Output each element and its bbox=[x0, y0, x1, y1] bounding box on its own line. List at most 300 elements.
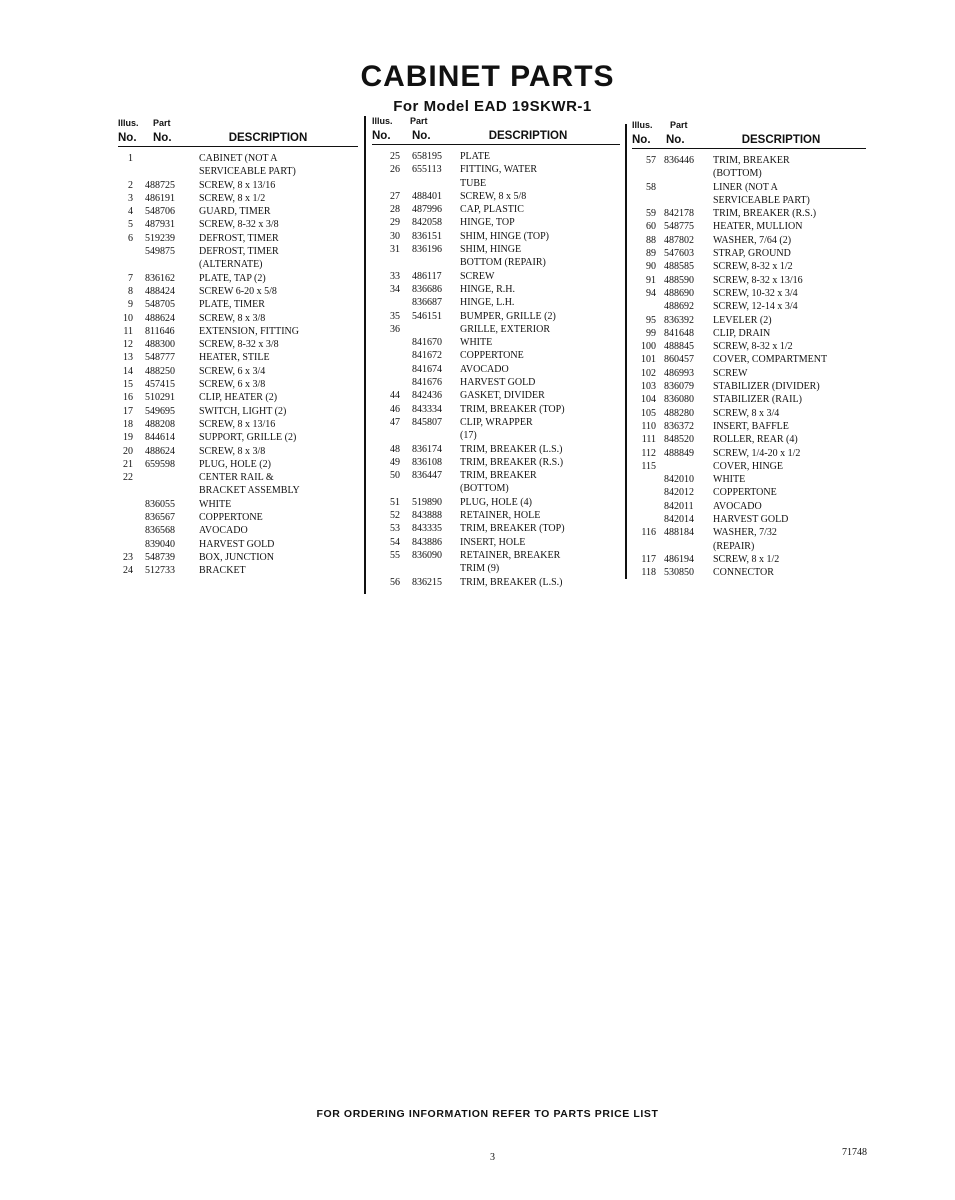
parts-row bbox=[632, 340, 866, 353]
column-header bbox=[118, 130, 358, 147]
parts-row bbox=[118, 245, 358, 258]
illus-number: 90 bbox=[646, 261, 656, 273]
part-description: TRIM, BREAKER bbox=[460, 470, 537, 482]
illus-number: 33 bbox=[390, 270, 400, 282]
illus-number bbox=[118, 484, 133, 497]
parts-row bbox=[632, 167, 866, 180]
part-description: SHIM, HINGE bbox=[460, 244, 522, 256]
part-number: 549875 bbox=[145, 246, 175, 258]
part-number: 836162 bbox=[145, 272, 175, 284]
part-description: TRIM, BREAKER (L.S.) bbox=[460, 576, 563, 588]
part-number bbox=[133, 152, 199, 165]
parts-row bbox=[118, 312, 358, 325]
parts-row bbox=[632, 287, 866, 300]
part-number: 842014 bbox=[664, 514, 694, 526]
parts-row bbox=[632, 327, 866, 340]
illus-number: 18 bbox=[123, 418, 133, 430]
illus-number: 2 bbox=[128, 179, 133, 191]
part-number: 836174 bbox=[412, 443, 442, 455]
column-divider bbox=[364, 116, 366, 594]
parts-row bbox=[632, 154, 866, 167]
parts-row bbox=[372, 496, 620, 509]
part-number: 488250 bbox=[145, 365, 175, 377]
part-number bbox=[656, 460, 713, 473]
header-illus: Illus. bbox=[632, 120, 653, 130]
parts-row bbox=[118, 179, 358, 192]
part-description: TRIM, BREAKER (R.S.) bbox=[460, 456, 564, 468]
parts-row bbox=[632, 407, 866, 420]
illus-number: 58 bbox=[646, 181, 656, 193]
header-illus: Illus. bbox=[372, 116, 393, 126]
illus-number: 24 bbox=[123, 565, 133, 577]
part-description: SCREW, 8 x 5/8 bbox=[460, 190, 527, 202]
part-number: 841674 bbox=[412, 363, 442, 375]
illus-number: 49 bbox=[390, 456, 400, 468]
part-description: STABILIZER (RAIL) bbox=[713, 394, 802, 406]
illus-number bbox=[372, 177, 400, 190]
parts-row bbox=[372, 562, 620, 575]
parts-row bbox=[632, 220, 866, 233]
illus-number bbox=[372, 296, 400, 309]
part-description: HARVEST GOLD bbox=[460, 377, 536, 389]
parts-row bbox=[632, 486, 866, 499]
parts-row bbox=[118, 391, 358, 404]
parts-row bbox=[632, 460, 866, 473]
parts-row bbox=[372, 509, 620, 522]
illus-number: 30 bbox=[390, 230, 400, 242]
illus-number bbox=[372, 429, 400, 442]
parts-row bbox=[632, 420, 866, 433]
parts-row bbox=[372, 363, 620, 376]
illus-number: 1 bbox=[128, 153, 133, 164]
part-number: 487931 bbox=[145, 219, 175, 231]
illus-number bbox=[118, 165, 133, 178]
parts-row bbox=[372, 323, 620, 336]
header-description: DESCRIPTION bbox=[741, 134, 821, 146]
part-description: AVOCADO bbox=[713, 500, 762, 512]
parts-row bbox=[372, 429, 620, 442]
part-description: CAP, PLASTIC bbox=[460, 204, 524, 216]
part-number: 843334 bbox=[412, 403, 442, 415]
part-description: HINGE, TOP bbox=[460, 217, 515, 229]
illus-number: 13 bbox=[123, 352, 133, 364]
part-description: TRIM, BREAKER (R.S.) bbox=[713, 208, 817, 220]
parts-row bbox=[372, 549, 620, 562]
parts-row bbox=[632, 433, 866, 446]
parts-row bbox=[372, 376, 620, 389]
illus-number: 20 bbox=[123, 445, 133, 457]
part-number: 842058 bbox=[412, 217, 442, 229]
column-header-top bbox=[372, 114, 620, 128]
part-description: SCREW, 8 x 13/16 bbox=[199, 179, 276, 191]
parts-row bbox=[118, 405, 358, 418]
parts-row bbox=[118, 498, 358, 511]
part-number: 836567 bbox=[145, 512, 175, 524]
parts-list bbox=[118, 152, 358, 578]
part-number: 488280 bbox=[664, 407, 694, 419]
parts-row bbox=[372, 283, 620, 296]
part-number: 841672 bbox=[412, 350, 442, 362]
illus-number bbox=[632, 500, 656, 513]
illus-number bbox=[632, 486, 656, 499]
illus-number: 111 bbox=[641, 434, 656, 446]
illus-number: 94 bbox=[646, 287, 656, 299]
part-number bbox=[400, 482, 460, 495]
parts-row bbox=[118, 378, 358, 391]
part-description: HARVEST GOLD bbox=[199, 538, 275, 550]
illus-number: 8 bbox=[128, 285, 133, 297]
parts-row bbox=[372, 256, 620, 269]
parts-list bbox=[372, 150, 620, 589]
column-header-top bbox=[118, 116, 358, 130]
part-number: 488208 bbox=[145, 418, 175, 430]
part-number: 845807 bbox=[412, 416, 442, 428]
part-description: TRIM (9) bbox=[460, 563, 500, 575]
illus-number: 102 bbox=[641, 367, 656, 379]
illus-number: 26 bbox=[390, 164, 400, 176]
parts-row bbox=[632, 234, 866, 247]
part-number: 842011 bbox=[664, 500, 694, 512]
part-description: STABILIZER (DIVIDER) bbox=[713, 381, 820, 393]
part-description: GRILLE, EXTERIOR bbox=[460, 323, 550, 335]
part-number bbox=[133, 471, 199, 484]
parts-row bbox=[372, 482, 620, 495]
illus-number: 11 bbox=[123, 325, 133, 337]
part-number: 836447 bbox=[412, 470, 442, 482]
page-number: 3 bbox=[490, 1152, 495, 1163]
header-no: No. bbox=[632, 134, 651, 146]
parts-row bbox=[632, 447, 866, 460]
parts-row bbox=[372, 216, 620, 229]
parts-row bbox=[372, 389, 620, 402]
illus-number: 59 bbox=[646, 208, 656, 220]
parts-row bbox=[118, 258, 358, 271]
part-number: 836568 bbox=[145, 525, 175, 537]
parts-list bbox=[632, 154, 866, 580]
parts-row bbox=[632, 513, 866, 526]
part-description: (17) bbox=[460, 430, 477, 442]
part-description: SCREW, 1/4-20 x 1/2 bbox=[713, 447, 801, 459]
model-subtitle: For Model EAD 19SKWR-1 bbox=[393, 98, 592, 115]
parts-row bbox=[118, 538, 358, 551]
illus-number: 60 bbox=[646, 221, 656, 233]
part-number: 836446 bbox=[664, 155, 694, 166]
illus-number: 51 bbox=[390, 496, 400, 508]
part-number: 530850 bbox=[664, 567, 694, 579]
parts-row bbox=[632, 247, 866, 260]
part-description: WHITE bbox=[713, 474, 746, 486]
column-divider bbox=[625, 124, 627, 579]
part-number bbox=[400, 256, 460, 269]
part-number: 836196 bbox=[412, 244, 442, 256]
illus-number: 35 bbox=[390, 310, 400, 322]
parts-row bbox=[372, 296, 620, 309]
part-number bbox=[400, 177, 460, 190]
parts-row bbox=[118, 564, 358, 577]
header-part: Part bbox=[410, 116, 428, 126]
part-description: (BOTTOM) bbox=[713, 168, 762, 180]
parts-row bbox=[632, 500, 866, 513]
illus-number: 36 bbox=[390, 323, 400, 335]
part-description: SCREW, 8 x 13/16 bbox=[199, 418, 276, 430]
parts-row bbox=[118, 351, 358, 364]
part-description: TUBE bbox=[460, 177, 487, 189]
part-description: SCREW, 12-14 x 3/4 bbox=[713, 301, 798, 313]
part-description: SCREW 6-20 x 5/8 bbox=[199, 285, 277, 297]
part-description: DEFROST, TIMER bbox=[199, 246, 279, 258]
part-number: 510291 bbox=[145, 392, 175, 404]
part-number: 842436 bbox=[412, 390, 442, 402]
part-number bbox=[400, 429, 460, 442]
part-description: HINGE, L.H. bbox=[460, 297, 515, 309]
part-number: 549695 bbox=[145, 405, 175, 417]
part-number: 842012 bbox=[664, 487, 694, 499]
illus-number bbox=[118, 524, 133, 537]
parts-row bbox=[632, 393, 866, 406]
parts-row bbox=[372, 310, 620, 323]
illus-number bbox=[118, 498, 133, 511]
illus-number bbox=[372, 336, 400, 349]
document-number: 71748 bbox=[842, 1147, 867, 1158]
parts-row bbox=[118, 471, 358, 484]
part-description: PLUG, HOLE (2) bbox=[199, 458, 271, 470]
illus-number: 50 bbox=[390, 470, 400, 482]
illus-number bbox=[118, 258, 133, 271]
parts-row bbox=[372, 576, 620, 589]
part-description: CLIP, HEATER (2) bbox=[199, 392, 278, 404]
part-number: 488692 bbox=[664, 301, 694, 313]
illus-number bbox=[118, 245, 133, 258]
illus-number bbox=[372, 482, 400, 495]
part-description: SCREW, 8-32 x 3/8 bbox=[199, 339, 279, 351]
part-description: COVER, HINGE bbox=[713, 460, 783, 472]
header-no: No. bbox=[118, 132, 137, 144]
illus-number: 48 bbox=[390, 443, 400, 455]
part-description: CLIP, WRAPPER bbox=[460, 416, 533, 428]
illus-number: 47 bbox=[390, 416, 400, 428]
part-number: 488401 bbox=[412, 190, 442, 202]
part-description: CONNECTOR bbox=[713, 567, 774, 579]
part-number: 836686 bbox=[412, 283, 442, 295]
part-number: 843886 bbox=[412, 536, 442, 548]
part-number: 839040 bbox=[145, 538, 175, 550]
parts-row bbox=[118, 431, 358, 444]
part-description: AVOCADO bbox=[460, 363, 509, 375]
part-description: BOTTOM (REPAIR) bbox=[460, 257, 546, 269]
part-description: HEATER, STILE bbox=[199, 352, 270, 364]
parts-row bbox=[632, 353, 866, 366]
parts-column-1 bbox=[118, 116, 358, 578]
part-description: SHIM, HINGE (TOP) bbox=[460, 230, 549, 242]
part-number: 548739 bbox=[145, 551, 175, 563]
parts-row bbox=[372, 203, 620, 216]
part-description: (BOTTOM) bbox=[460, 483, 509, 495]
part-description: SERVICEABLE PART) bbox=[199, 166, 296, 178]
part-number: 548777 bbox=[145, 352, 175, 364]
part-description: BRACKET bbox=[199, 565, 246, 577]
illus-number: 4 bbox=[128, 206, 133, 218]
illus-number bbox=[118, 538, 133, 551]
part-number: 488590 bbox=[664, 274, 694, 286]
illus-number bbox=[372, 562, 400, 575]
illus-number: 105 bbox=[641, 407, 656, 419]
part-number: 659598 bbox=[145, 458, 175, 470]
parts-row bbox=[372, 443, 620, 456]
parts-row bbox=[632, 380, 866, 393]
part-description: INSERT, HOLE bbox=[460, 536, 526, 548]
illus-number bbox=[372, 349, 400, 362]
parts-row bbox=[118, 298, 358, 311]
part-description: HARVEST GOLD bbox=[713, 514, 789, 526]
header-part: Part bbox=[670, 120, 688, 130]
illus-number: 91 bbox=[646, 274, 656, 286]
part-number bbox=[656, 540, 713, 553]
part-number bbox=[400, 323, 460, 336]
part-description: SCREW, 6 x 3/8 bbox=[199, 379, 266, 391]
part-number: 488624 bbox=[145, 445, 175, 457]
part-number: 488585 bbox=[664, 261, 694, 273]
part-number: 488624 bbox=[145, 312, 175, 324]
part-description: CLIP, DRAIN bbox=[713, 327, 771, 339]
parts-row bbox=[118, 232, 358, 245]
header-no: No. bbox=[372, 130, 391, 142]
illus-number: 55 bbox=[390, 549, 400, 561]
part-description: SCREW, 8-32 x 1/2 bbox=[713, 341, 793, 353]
parts-row bbox=[632, 300, 866, 313]
illus-number: 31 bbox=[390, 244, 400, 256]
part-number: 843888 bbox=[412, 510, 442, 522]
parts-row bbox=[632, 274, 866, 287]
parts-row bbox=[632, 526, 866, 539]
parts-row bbox=[118, 152, 358, 165]
header-no: No. bbox=[153, 132, 172, 144]
illus-number bbox=[118, 511, 133, 524]
header-description: DESCRIPTION bbox=[228, 132, 308, 144]
part-number: 860457 bbox=[664, 354, 694, 366]
part-description: RETAINER, BREAKER bbox=[460, 549, 561, 561]
part-number: 836392 bbox=[664, 314, 694, 326]
column-header-top bbox=[632, 118, 866, 132]
illus-number: 23 bbox=[123, 551, 133, 563]
illus-number bbox=[372, 376, 400, 389]
part-number: 836108 bbox=[412, 456, 442, 468]
part-number: 836372 bbox=[664, 420, 694, 432]
part-number: 488849 bbox=[664, 447, 694, 459]
parts-row bbox=[372, 456, 620, 469]
parts-row bbox=[372, 270, 620, 283]
part-number: 836055 bbox=[145, 498, 175, 510]
part-number: 655113 bbox=[412, 164, 442, 176]
ordering-note: FOR ORDERING INFORMATION REFER TO PARTS PRICE LIST bbox=[316, 1108, 659, 1120]
illus-number bbox=[632, 473, 656, 486]
part-number: 488300 bbox=[145, 339, 175, 351]
illus-number: 116 bbox=[641, 527, 656, 539]
illus-number: 110 bbox=[641, 420, 656, 432]
part-description: SCREW, 8 x 3/4 bbox=[713, 407, 780, 419]
illus-number: 16 bbox=[123, 392, 133, 404]
parts-row bbox=[372, 349, 620, 362]
header-no: No. bbox=[666, 134, 685, 146]
parts-row bbox=[372, 230, 620, 243]
parts-row bbox=[118, 524, 358, 537]
parts-row bbox=[118, 458, 358, 471]
illus-number: 29 bbox=[390, 217, 400, 229]
part-description: HEATER, MULLION bbox=[713, 221, 803, 233]
header-no: No. bbox=[412, 130, 431, 142]
part-number: 841670 bbox=[412, 337, 442, 349]
part-description: BOX, JUNCTION bbox=[199, 551, 274, 563]
page-title: CABINET PARTS bbox=[360, 60, 615, 93]
part-description: PLATE, TIMER bbox=[199, 299, 265, 311]
part-description: SCREW, 8 x 3/8 bbox=[199, 312, 266, 324]
illus-number: 9 bbox=[128, 299, 133, 311]
part-number: 548706 bbox=[145, 206, 175, 218]
illus-number bbox=[632, 513, 656, 526]
part-description: DEFROST, TIMER bbox=[199, 232, 279, 244]
part-number: 488690 bbox=[664, 287, 694, 299]
parts-column-3 bbox=[632, 116, 866, 580]
part-description: CENTER RAIL & bbox=[199, 472, 274, 484]
illus-number: 12 bbox=[123, 339, 133, 351]
illus-number: 10 bbox=[123, 312, 133, 324]
header-description: DESCRIPTION bbox=[488, 130, 568, 142]
parts-row bbox=[372, 150, 620, 163]
parts-row bbox=[372, 243, 620, 256]
illus-number: 57 bbox=[646, 155, 656, 166]
part-description: GUARD, TIMER bbox=[199, 206, 271, 218]
part-description: COVER, COMPARTMENT bbox=[713, 354, 828, 366]
part-description: WASHER, 7/32 bbox=[713, 527, 777, 539]
part-description: INSERT, BAFFLE bbox=[713, 420, 789, 432]
illus-number: 44 bbox=[390, 390, 400, 402]
part-number: 488725 bbox=[145, 179, 175, 191]
illus-number: 112 bbox=[641, 447, 656, 459]
part-description: SCREW bbox=[713, 367, 748, 379]
part-number: 836215 bbox=[412, 576, 442, 588]
illus-number: 3 bbox=[128, 192, 133, 204]
part-description: LINER (NOT A bbox=[713, 181, 778, 193]
part-number: 848520 bbox=[664, 434, 694, 446]
part-description: GASKET, DIVIDER bbox=[460, 390, 545, 402]
illus-number: 101 bbox=[641, 354, 656, 366]
part-description: COPPERTONE bbox=[713, 487, 777, 499]
part-number: 488184 bbox=[664, 527, 694, 539]
illus-number bbox=[372, 256, 400, 269]
part-description: FITTING, WATER bbox=[460, 164, 538, 176]
part-description: BUMPER, GRILLE (2) bbox=[460, 310, 556, 322]
part-description: SCREW, 8-32 x 13/16 bbox=[713, 274, 803, 286]
parts-row bbox=[118, 365, 358, 378]
part-description: SWITCH, LIGHT (2) bbox=[199, 405, 287, 417]
illus-number: 104 bbox=[641, 394, 656, 406]
illus-number bbox=[632, 194, 656, 207]
parts-row bbox=[372, 536, 620, 549]
part-description: SCREW, 8 x 1/2 bbox=[713, 553, 780, 565]
part-description: PLATE, TAP (2) bbox=[199, 272, 266, 284]
illus-number: 54 bbox=[390, 536, 400, 548]
parts-row bbox=[372, 416, 620, 429]
parts-row bbox=[118, 511, 358, 524]
illus-number: 89 bbox=[646, 248, 656, 260]
part-number bbox=[656, 167, 713, 180]
parts-row bbox=[118, 484, 358, 497]
part-description: (REPAIR) bbox=[713, 540, 755, 552]
part-number: 836079 bbox=[664, 381, 694, 393]
parts-row bbox=[372, 163, 620, 176]
parts-row bbox=[632, 194, 866, 207]
parts-row bbox=[118, 551, 358, 564]
part-description: HINGE, R.H. bbox=[460, 283, 515, 295]
